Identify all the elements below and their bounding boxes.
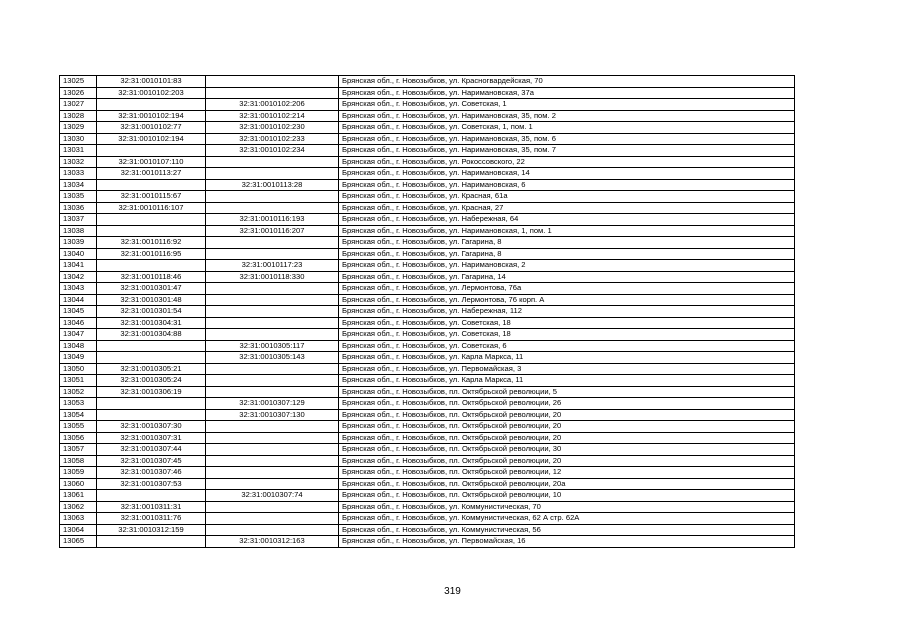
cadastral-number-cell: 32:31:0010116:92 — [97, 237, 206, 249]
address-cell: Брянская обл., г. Новозыбков, ул. Коммунистическая, 62 А стр. 62А — [339, 513, 795, 525]
related-cadastral-number-cell — [206, 317, 339, 329]
related-cadastral-number-cell — [206, 294, 339, 306]
table-row — [60, 409, 795, 421]
row-number-cell: 13049 — [60, 352, 97, 364]
row-number-cell: 13051 — [60, 375, 97, 387]
address-cell: Брянская обл., г. Новозыбков, ул. Советская, 18 — [339, 329, 795, 341]
table-row — [60, 306, 795, 318]
cadastral-number-cell: 32:31:0010102:203 — [97, 87, 206, 99]
row-number-cell: 13063 — [60, 513, 97, 525]
address-cell: Брянская обл., г. Новозыбков, пл. Октябрьской революции, 26 — [339, 398, 795, 410]
row-number-cell: 13062 — [60, 501, 97, 513]
address-cell: Брянская обл., г. Новозыбков, ул. Первомайская, 16 — [339, 536, 795, 548]
related-cadastral-number-cell — [206, 363, 339, 375]
address-cell: Брянская обл., г. Новозыбков, ул. Лермонтова, 76 корп. А — [339, 294, 795, 306]
related-cadastral-number-cell: 32:31:0010118:330 — [206, 271, 339, 283]
cadastral-number-cell: 32:31:0010115:67 — [97, 191, 206, 203]
row-number-cell: 13033 — [60, 168, 97, 180]
related-cadastral-number-cell — [206, 513, 339, 525]
row-number-cell: 13029 — [60, 122, 97, 134]
row-number-cell: 13036 — [60, 202, 97, 214]
cadastral-number-cell — [97, 99, 206, 111]
table-row — [60, 271, 795, 283]
address-cell: Брянская обл., г. Новозыбков, ул. Наримановская, 37а — [339, 87, 795, 99]
table-row — [60, 432, 795, 444]
cadastral-number-cell — [97, 340, 206, 352]
related-cadastral-number-cell — [206, 386, 339, 398]
table-row — [60, 214, 795, 226]
related-cadastral-number-cell: 32:31:0010113:28 — [206, 179, 339, 191]
related-cadastral-number-cell — [206, 478, 339, 490]
table-row — [60, 386, 795, 398]
cadastral-number-cell: 32:31:0010301:48 — [97, 294, 206, 306]
related-cadastral-number-cell — [206, 444, 339, 456]
cadastral-number-cell: 32:31:0010102:194 — [97, 110, 206, 122]
table-row — [60, 122, 795, 134]
address-cell: Брянская обл., г. Новозыбков, ул. Лермонтова, 76а — [339, 283, 795, 295]
address-cell: Брянская обл., г. Новозыбков, ул. Набережная, 64 — [339, 214, 795, 226]
table-row — [60, 99, 795, 111]
related-cadastral-number-cell: 32:31:0010305:117 — [206, 340, 339, 352]
address-cell: Брянская обл., г. Новозыбков, пл. Октябрьской революции, 20 — [339, 409, 795, 421]
cadastral-number-cell: 32:31:0010304:88 — [97, 329, 206, 341]
address-cell: Брянская обл., г. Новозыбков, ул. Наримановская, 35, пом. 7 — [339, 145, 795, 157]
address-cell: Брянская обл., г. Новозыбков, ул. Наримановская, 2 — [339, 260, 795, 272]
address-cell: Брянская обл., г. Новозыбков, ул. Советская, 1, пом. 1 — [339, 122, 795, 134]
address-cell: Брянская обл., г. Новозыбков, ул. Советская, 6 — [339, 340, 795, 352]
address-cell: Брянская обл., г. Новозыбков, пл. Октябрьской революции, 10 — [339, 490, 795, 502]
table-row — [60, 478, 795, 490]
row-number-cell: 13054 — [60, 409, 97, 421]
cadastral-table — [59, 75, 795, 548]
cadastral-number-cell: 32:31:0010107:110 — [97, 156, 206, 168]
table-row — [60, 237, 795, 249]
related-cadastral-number-cell — [206, 306, 339, 318]
row-number-cell: 13064 — [60, 524, 97, 536]
row-number-cell: 13046 — [60, 317, 97, 329]
cadastral-number-cell — [97, 409, 206, 421]
address-cell: Брянская обл., г. Новозыбков, ул. Советская, 18 — [339, 317, 795, 329]
row-number-cell: 13026 — [60, 87, 97, 99]
address-cell: Брянская обл., г. Новозыбков, ул. Наримановская, 35, пом. 6 — [339, 133, 795, 145]
table-row — [60, 536, 795, 548]
cadastral-number-cell: 32:31:0010116:95 — [97, 248, 206, 260]
related-cadastral-number-cell: 32:31:0010305:143 — [206, 352, 339, 364]
related-cadastral-number-cell: 32:31:0010116:207 — [206, 225, 339, 237]
related-cadastral-number-cell — [206, 455, 339, 467]
row-number-cell: 13055 — [60, 421, 97, 433]
related-cadastral-number-cell — [206, 421, 339, 433]
address-cell: Брянская обл., г. Новозыбков, пл. Октябрьской революции, 20 — [339, 421, 795, 433]
table-row — [60, 352, 795, 364]
cadastral-number-cell — [97, 214, 206, 226]
address-cell: Брянская обл., г. Новозыбков, ул. Наримановская, 35, пом. 2 — [339, 110, 795, 122]
address-cell: Брянская обл., г. Новозыбков, ул. Коммунистическая, 70 — [339, 501, 795, 513]
row-number-cell: 13065 — [60, 536, 97, 548]
related-cadastral-number-cell: 32:31:0010307:74 — [206, 490, 339, 502]
related-cadastral-number-cell: 32:31:0010102:233 — [206, 133, 339, 145]
address-cell: Брянская обл., г. Новозыбков, ул. Коммунистическая, 56 — [339, 524, 795, 536]
related-cadastral-number-cell: 32:31:0010307:130 — [206, 409, 339, 421]
row-number-cell: 13060 — [60, 478, 97, 490]
table-row — [60, 87, 795, 99]
address-cell: Брянская обл., г. Новозыбков, ул. Гагарина, 8 — [339, 248, 795, 260]
related-cadastral-number-cell: 32:31:0010312:163 — [206, 536, 339, 548]
row-number-cell: 13047 — [60, 329, 97, 341]
related-cadastral-number-cell — [206, 375, 339, 387]
cadastral-number-cell — [97, 490, 206, 502]
cadastral-number-cell: 32:31:0010118:46 — [97, 271, 206, 283]
row-number-cell: 13040 — [60, 248, 97, 260]
cadastral-number-cell — [97, 260, 206, 272]
related-cadastral-number-cell: 32:31:0010102:206 — [206, 99, 339, 111]
table-row — [60, 329, 795, 341]
related-cadastral-number-cell: 32:31:0010117:23 — [206, 260, 339, 272]
table-row — [60, 225, 795, 237]
related-cadastral-number-cell — [206, 76, 339, 88]
row-number-cell: 13041 — [60, 260, 97, 272]
related-cadastral-number-cell — [206, 524, 339, 536]
row-number-cell: 13042 — [60, 271, 97, 283]
cadastral-number-cell: 32:31:0010307:46 — [97, 467, 206, 479]
page-number: 319 — [444, 586, 461, 597]
address-cell: Брянская обл., г. Новозыбков, ул. Наримановская, 14 — [339, 168, 795, 180]
row-number-cell: 13044 — [60, 294, 97, 306]
address-cell: Брянская обл., г. Новозыбков, ул. Красная, 27 — [339, 202, 795, 214]
cadastral-number-cell: 32:31:0010311:31 — [97, 501, 206, 513]
cadastral-number-cell: 32:31:0010305:21 — [97, 363, 206, 375]
address-cell: Брянская обл., г. Новозыбков, ул. Карла Маркса, 11 — [339, 352, 795, 364]
row-number-cell: 13058 — [60, 455, 97, 467]
row-number-cell: 13025 — [60, 76, 97, 88]
cadastral-number-cell — [97, 352, 206, 364]
table-row — [60, 260, 795, 272]
address-cell: Брянская обл., г. Новозыбков, ул. Первомайская, 3 — [339, 363, 795, 375]
related-cadastral-number-cell — [206, 248, 339, 260]
table-row — [60, 398, 795, 410]
cadastral-number-cell: 32:31:0010116:107 — [97, 202, 206, 214]
table-row — [60, 444, 795, 456]
row-number-cell: 13043 — [60, 283, 97, 295]
row-number-cell: 13027 — [60, 99, 97, 111]
cadastral-number-cell: 32:31:0010301:47 — [97, 283, 206, 295]
address-cell: Брянская обл., г. Новозыбков, пл. Октябрьской революции, 20 — [339, 432, 795, 444]
row-number-cell: 13034 — [60, 179, 97, 191]
related-cadastral-number-cell: 32:31:0010102:214 — [206, 110, 339, 122]
table-row — [60, 421, 795, 433]
cadastral-number-cell: 32:31:0010307:44 — [97, 444, 206, 456]
cadastral-number-cell: 32:31:0010307:45 — [97, 455, 206, 467]
table-row — [60, 168, 795, 180]
address-cell: Брянская обл., г. Новозыбков, пл. Октябрьской революции, 30 — [339, 444, 795, 456]
table-row — [60, 294, 795, 306]
row-number-cell: 13061 — [60, 490, 97, 502]
address-cell: Брянская обл., г. Новозыбков, ул. Наримановская, 6 — [339, 179, 795, 191]
related-cadastral-number-cell — [206, 156, 339, 168]
address-cell: Брянская обл., г. Новозыбков, пл. Октябрьской революции, 20 — [339, 455, 795, 467]
cadastral-number-cell: 32:31:0010311:76 — [97, 513, 206, 525]
table-row — [60, 283, 795, 295]
related-cadastral-number-cell — [206, 191, 339, 203]
cadastral-number-cell: 32:31:0010312:159 — [97, 524, 206, 536]
cadastral-number-cell: 32:31:0010307:53 — [97, 478, 206, 490]
cadastral-number-cell — [97, 145, 206, 157]
address-cell: Брянская обл., г. Новозыбков, ул. Наримановская, 1, пом. 1 — [339, 225, 795, 237]
cadastral-number-cell: 32:31:0010113:27 — [97, 168, 206, 180]
related-cadastral-number-cell — [206, 329, 339, 341]
cadastral-number-cell: 32:31:0010305:24 — [97, 375, 206, 387]
table-row — [60, 490, 795, 502]
related-cadastral-number-cell — [206, 283, 339, 295]
table-row — [60, 156, 795, 168]
row-number-cell: 13028 — [60, 110, 97, 122]
row-number-cell: 13030 — [60, 133, 97, 145]
table-row — [60, 467, 795, 479]
related-cadastral-number-cell — [206, 467, 339, 479]
cadastral-number-cell: 32:31:0010307:31 — [97, 432, 206, 444]
row-number-cell: 13053 — [60, 398, 97, 410]
row-number-cell: 13045 — [60, 306, 97, 318]
row-number-cell: 13038 — [60, 225, 97, 237]
address-cell: Брянская обл., г. Новозыбков, ул. Советская, 1 — [339, 99, 795, 111]
related-cadastral-number-cell: 32:31:0010102:234 — [206, 145, 339, 157]
row-number-cell: 13037 — [60, 214, 97, 226]
related-cadastral-number-cell: 32:31:0010102:230 — [206, 122, 339, 134]
table-row — [60, 455, 795, 467]
row-number-cell: 13048 — [60, 340, 97, 352]
related-cadastral-number-cell — [206, 432, 339, 444]
table-row — [60, 110, 795, 122]
address-cell: Брянская обл., г. Новозыбков, пл. Октябрьской революции, 12 — [339, 467, 795, 479]
table-row — [60, 145, 795, 157]
related-cadastral-number-cell — [206, 168, 339, 180]
related-cadastral-number-cell — [206, 237, 339, 249]
table-row — [60, 248, 795, 260]
row-number-cell: 13056 — [60, 432, 97, 444]
table-row — [60, 513, 795, 525]
address-cell: Брянская обл., г. Новозыбков, ул. Карла Маркса, 11 — [339, 375, 795, 387]
cadastral-number-cell: 32:31:0010301:54 — [97, 306, 206, 318]
address-cell: Брянская обл., г. Новозыбков, ул. Набережная, 112 — [339, 306, 795, 318]
row-number-cell: 13059 — [60, 467, 97, 479]
row-number-cell: 13057 — [60, 444, 97, 456]
cadastral-number-cell — [97, 225, 206, 237]
row-number-cell: 13050 — [60, 363, 97, 375]
row-number-cell: 13039 — [60, 237, 97, 249]
table-row — [60, 375, 795, 387]
cadastral-number-cell — [97, 179, 206, 191]
table-row — [60, 191, 795, 203]
address-cell: Брянская обл., г. Новозыбков, ул. Красная, 61а — [339, 191, 795, 203]
row-number-cell: 13032 — [60, 156, 97, 168]
table-row — [60, 76, 795, 88]
related-cadastral-number-cell — [206, 202, 339, 214]
row-number-cell: 13035 — [60, 191, 97, 203]
cadastral-number-cell — [97, 398, 206, 410]
cadastral-number-cell: 32:31:0010101:83 — [97, 76, 206, 88]
table-row — [60, 363, 795, 375]
address-cell: Брянская обл., г. Новозыбков, пл. Октябрьской революции, 20а — [339, 478, 795, 490]
table-row — [60, 524, 795, 536]
cadastral-number-cell: 32:31:0010306:19 — [97, 386, 206, 398]
address-cell: Брянская обл., г. Новозыбков, ул. Красногвардейская, 70 — [339, 76, 795, 88]
address-cell: Брянская обл., г. Новозыбков, ул. Рокоссовского, 22 — [339, 156, 795, 168]
table-row — [60, 179, 795, 191]
row-number-cell: 13031 — [60, 145, 97, 157]
related-cadastral-number-cell — [206, 87, 339, 99]
row-number-cell: 13052 — [60, 386, 97, 398]
address-cell: Брянская обл., г. Новозыбков, пл. Октябрьской революции, 5 — [339, 386, 795, 398]
cadastral-number-cell: 32:31:0010304:31 — [97, 317, 206, 329]
address-cell: Брянская обл., г. Новозыбков, ул. Гагарина, 8 — [339, 237, 795, 249]
table-row — [60, 317, 795, 329]
cadastral-number-cell: 32:31:0010102:77 — [97, 122, 206, 134]
related-cadastral-number-cell — [206, 501, 339, 513]
related-cadastral-number-cell: 32:31:0010307:129 — [206, 398, 339, 410]
table-row — [60, 340, 795, 352]
address-cell: Брянская обл., г. Новозыбков, ул. Гагарина, 14 — [339, 271, 795, 283]
cadastral-number-cell — [97, 536, 206, 548]
cadastral-number-cell: 32:31:0010102:194 — [97, 133, 206, 145]
table-row — [60, 202, 795, 214]
table-body — [60, 76, 795, 548]
table-row — [60, 501, 795, 513]
related-cadastral-number-cell: 32:31:0010116:193 — [206, 214, 339, 226]
table-row — [60, 133, 795, 145]
cadastral-number-cell: 32:31:0010307:30 — [97, 421, 206, 433]
